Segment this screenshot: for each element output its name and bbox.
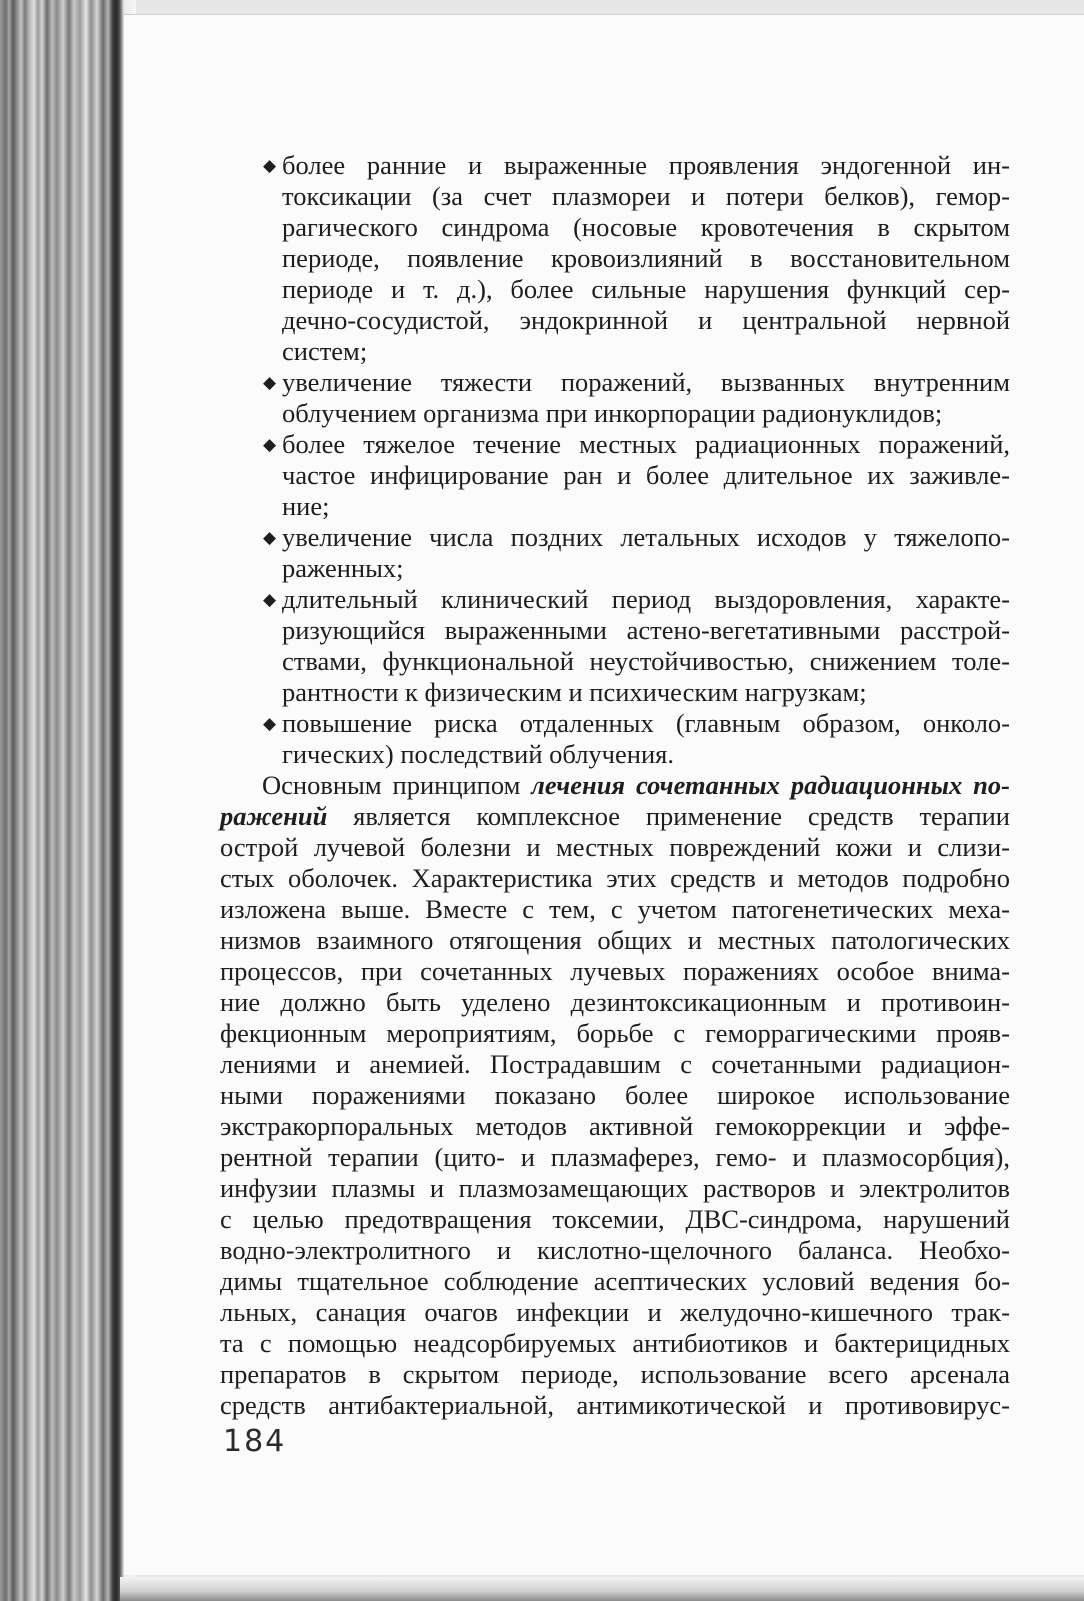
bullet-item — [220, 522, 1010, 584]
bullet-line: систем; — [282, 336, 368, 366]
bullet-icon: ◆ — [263, 373, 277, 392]
paragraph-text: Основным принципом — [262, 770, 532, 800]
bullet-line: более ранние и выраженные проявления эндогенной ин- — [282, 150, 1010, 180]
paragraph-line: инфузии плазмы и плазмозамещающих растворов и электролитов — [220, 1173, 1010, 1203]
bullet-icon: ◆ — [263, 590, 277, 609]
bullet-line: периоде и т. д.), более сильные нарушения функций сер- — [282, 274, 1010, 304]
paragraph-line: острой лучевой болезни и местных повреждений кожи и слизи- — [220, 832, 1010, 862]
bullet-line: ние; — [282, 491, 330, 521]
book-binding — [0, 0, 136, 1601]
bullet-line: повышение риска отдаленных (главным образом, онколо- — [282, 708, 1010, 738]
paragraph-text: является комплексное применение средств терапии — [327, 801, 1010, 831]
bullet-line: облучением организма при инкорпорации радионуклидов; — [282, 398, 943, 428]
bullet-icon: ◆ — [263, 714, 277, 733]
bullet-line: дечно-сосудистой, эндокринной и центральной нервной — [282, 305, 1010, 335]
bullet-line: частое инфицирование ран и более длительное их заживле- — [282, 460, 1010, 490]
paragraph-lines — [220, 832, 1010, 1421]
emphasized-term: ражений — [220, 801, 328, 831]
page-edge-shadow — [120, 1577, 1084, 1601]
emphasized-term: лечения сочетанных радиационных по- — [531, 770, 1010, 800]
bullet-item — [220, 367, 1010, 429]
bullet-item — [220, 429, 1010, 522]
bullet-line: ризующийся выраженными астено-вегетативными расстрой- — [282, 615, 1010, 645]
paragraph-line — [220, 770, 1010, 801]
paragraph-line: лениями и анемией. Пострадавшим с сочетанными радиацион- — [220, 1049, 1010, 1079]
paragraph-line: стых оболочек. Характеристика этих средств и методов подробно — [220, 863, 1010, 893]
bullet-list — [220, 150, 1010, 770]
paragraph-line: ными поражениями показано более широкое использование — [220, 1080, 1010, 1110]
paragraph-line: рентной терапии (цито- и плазмаферез, гемо- и плазмосорбция), — [220, 1142, 1010, 1172]
bullet-icon: ◆ — [263, 528, 277, 547]
paragraph-line — [220, 801, 1010, 832]
bullet-line: более тяжелое течение местных радиационных поражений, — [282, 429, 1010, 459]
paragraph-line: препаратов в скрытом периоде, использование всего арсенала — [220, 1359, 1010, 1389]
bullet-item — [220, 708, 1010, 770]
bullet-line: ствами, функциональной неустойчивостью, снижением толе- — [282, 646, 1010, 676]
paragraph-line: экстракорпоральных методов активной гемокоррекции и эффе- — [220, 1111, 1010, 1141]
bullet-icon: ◆ — [263, 156, 277, 175]
bullet-line: рантности к физическим и психическим нагрузкам; — [282, 677, 867, 707]
paragraph-line: низмов взаимного отягощения общих и местных патологических — [220, 925, 1010, 955]
bullet-line: токсикации (за счет плазмореи и потери белков), гемор- — [282, 181, 1010, 211]
paragraph-line: димы тщательное соблюдение асептических условий ведения бо- — [220, 1266, 1010, 1296]
paragraph-line: изложена выше. Вместе с тем, с учетом патогенетических меха- — [220, 894, 1010, 924]
paragraph-line: с целью предотвращения токсемии, ДВС-синдрома, нарушений — [220, 1204, 1010, 1234]
paragraph-line: та с помощью неадсорбируемых антибиотиков и бактерицидных — [220, 1328, 1010, 1358]
paragraph-line: льных, санация очагов инфекции и желудочно-кишечного трак- — [220, 1297, 1010, 1327]
paragraph-line: водно-электролитного и кислотно-щелочного баланса. Необхо- — [220, 1235, 1010, 1265]
page-number: 184 — [223, 1424, 287, 1459]
main-paragraph — [220, 770, 1010, 1421]
bullet-line: гических) последствий облучения. — [282, 739, 674, 769]
bullet-line: периоде, появление кровоизлияний в восстановительном — [282, 243, 1010, 273]
paragraph-line: фекционным мероприятиям, борьбе с геморрагическими прояв- — [220, 1018, 1010, 1048]
bullet-line: раженных; — [282, 553, 404, 583]
paragraph-line: средств антибактериальной, антимикотической и противовирус- — [220, 1390, 1010, 1420]
bullet-line: увеличение числа поздних летальных исходов у тяжелопо- — [282, 522, 1010, 552]
paragraph-line: ние должно быть уделено дезинтоксикационным и противоин- — [220, 987, 1010, 1017]
bullet-icon: ◆ — [263, 435, 277, 454]
bullet-line: длительный клинический период выздоровления, характе- — [282, 584, 1010, 614]
bullet-line: увеличение тяжести поражений, вызванных внутренним — [282, 367, 1010, 397]
bullet-item — [220, 584, 1010, 708]
bullet-item — [220, 150, 1010, 367]
paragraph-line: процессов, при сочетанных лучевых поражениях особое внима- — [220, 956, 1010, 986]
bullet-line: рагического синдрома (носовые кровотечения в скрытом — [282, 212, 1010, 242]
page-text — [220, 150, 1010, 1421]
